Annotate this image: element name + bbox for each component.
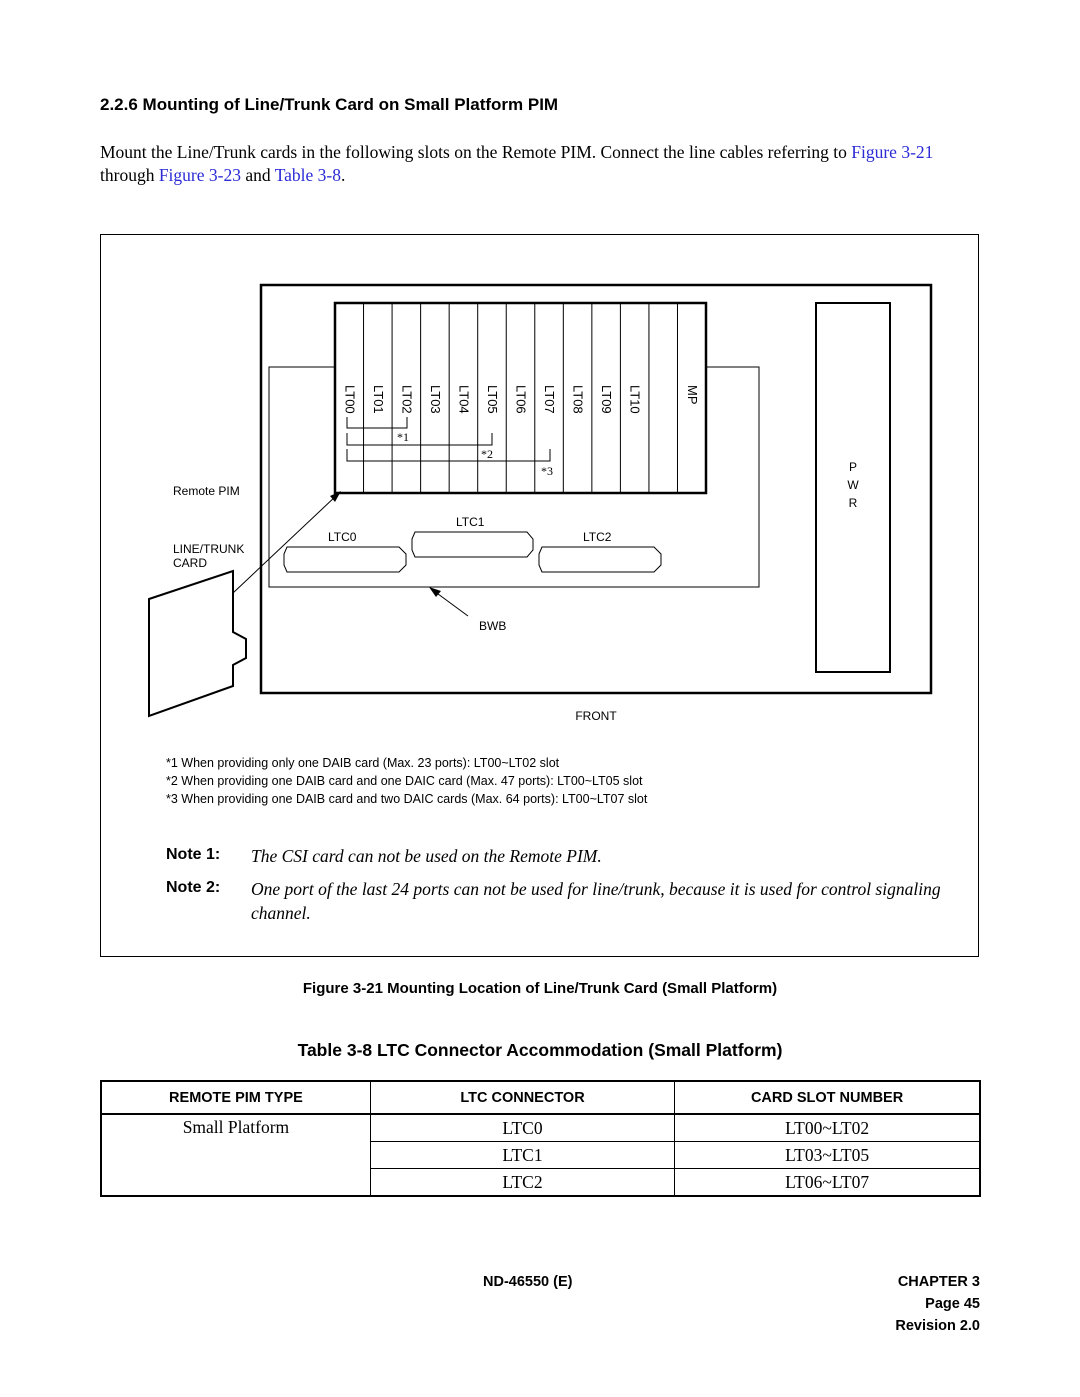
header-ltc-connector: LTC CONNECTOR [370,1081,674,1114]
slot-cell: LT03~LT05 [675,1142,980,1169]
note-1-label: Note 1: [166,846,221,863]
intro-text: Mount the Line/Trunk cards in the following slots on the Remote PIM. Connect the line cables referring to [100,142,852,162]
line-trunk-card-label: LINE/TRUNK [173,542,245,556]
intro-text: . [341,165,346,185]
figure-box [100,234,979,957]
figure-3-21-link[interactable]: Figure 3-21 [851,142,934,162]
marker-2: *2 [481,447,493,461]
bwb-label: BWB [479,619,507,633]
bwb-arrowhead [429,587,441,597]
card-leader-line [233,495,337,593]
slot-cell: LT06~LT07 [785,1171,870,1192]
ltc2-label: LTC2 [583,530,612,544]
slot-label: LT06 [513,385,529,414]
footnote-3: *3 When providing one DAIB card and two DAIC cards (Max. 64 ports): LT00~LT07 slot [166,792,648,806]
note-1-text: The CSI card can not be used on the Remote PIM. [251,846,602,866]
slot-label: LT04 [456,385,472,414]
section-heading: 2.2.6 Mounting of Line/Trunk Card on Small Platform PIM [100,95,559,114]
header-remote-pim-type: REMOTE PIM TYPE [101,1081,370,1114]
footer-chapter: CHAPTER 3 [897,1274,980,1290]
intro-text: and [240,165,275,185]
line-trunk-card-drawing [149,571,246,716]
slot-label: LT10 [627,385,643,414]
ltc-connector-table [100,1080,981,1197]
table-row [101,1114,980,1142]
slot-cell: LT00~LT02 [675,1114,980,1142]
slot-labels [342,385,699,414]
slot-label: LT07 [542,385,558,414]
pwr-label-p: P [848,460,858,474]
slot-label: LT09 [599,385,615,414]
connector-cell: LTC0 [370,1114,674,1142]
pwr-label-r: R [848,496,858,510]
slot-label: LT03 [427,385,443,414]
table-header-row [101,1081,980,1114]
slot-label: LT00 [342,385,358,414]
footer-page: Page 45 [925,1296,980,1312]
marker-3: *3 [541,464,553,478]
figure-caption: Figure 3-21 Mounting Location of Line/Trunk Card (Small Platform) [302,980,778,997]
ltc0-connector [284,547,406,572]
ltc2-connector [539,547,661,572]
ltc1-label: LTC1 [456,515,485,529]
connector-cell: LTC2 [370,1169,674,1197]
table-3-8-link[interactable]: Table 3-8 [274,165,342,185]
bracket-3 [347,449,550,461]
front-label: FRONT [575,709,617,723]
slot-label: LT02 [399,385,415,414]
bracket-1 [347,417,407,428]
slot-label: LT08 [570,385,586,414]
bracket-2 [347,433,492,445]
note-2-text: One port of the last 24 ports can not be used for line/trunk, because it is used for control signaling channel. [251,879,941,923]
intro-paragraph [100,141,980,187]
pwr-label-w: W [847,478,859,492]
line-trunk-card-label: CARD [173,556,208,570]
bwb-arrow-line [434,591,468,616]
footnote-2: *2 When providing one DAIB card and one DAIC card (Max. 47 ports): LT00~LT05 slot [166,774,643,788]
pim-type-cell: Small Platform [101,1114,370,1196]
table-title: Table 3-8 LTC Connector Accommodation (Small Platform) [297,1040,783,1060]
marker-1: *1 [397,430,409,444]
footer-doc-number: ND-46550 (E) [483,1274,573,1290]
slot-label: MP [684,385,700,405]
slot-label: LT05 [484,385,500,414]
footer-revision: Revision 2.0 [895,1318,980,1334]
note-2-label: Note 2: [166,879,221,896]
ltc0-label: LTC0 [328,530,357,544]
slot-label: LT01 [370,385,386,414]
header-card-slot-number: CARD SLOT NUMBER [675,1081,980,1114]
pim-chassis-outline [261,285,931,693]
remote-pim-label: Remote PIM [173,484,240,498]
connector-cell: LTC1 [370,1142,674,1169]
ltc1-connector [412,532,533,557]
footnote-1: *1 When providing only one DAIB card (Max. 23 ports): LT00~LT02 slot [166,756,560,770]
intro-text: through [100,165,159,185]
figure-3-23-link[interactable]: Figure 3-23 [158,165,241,185]
